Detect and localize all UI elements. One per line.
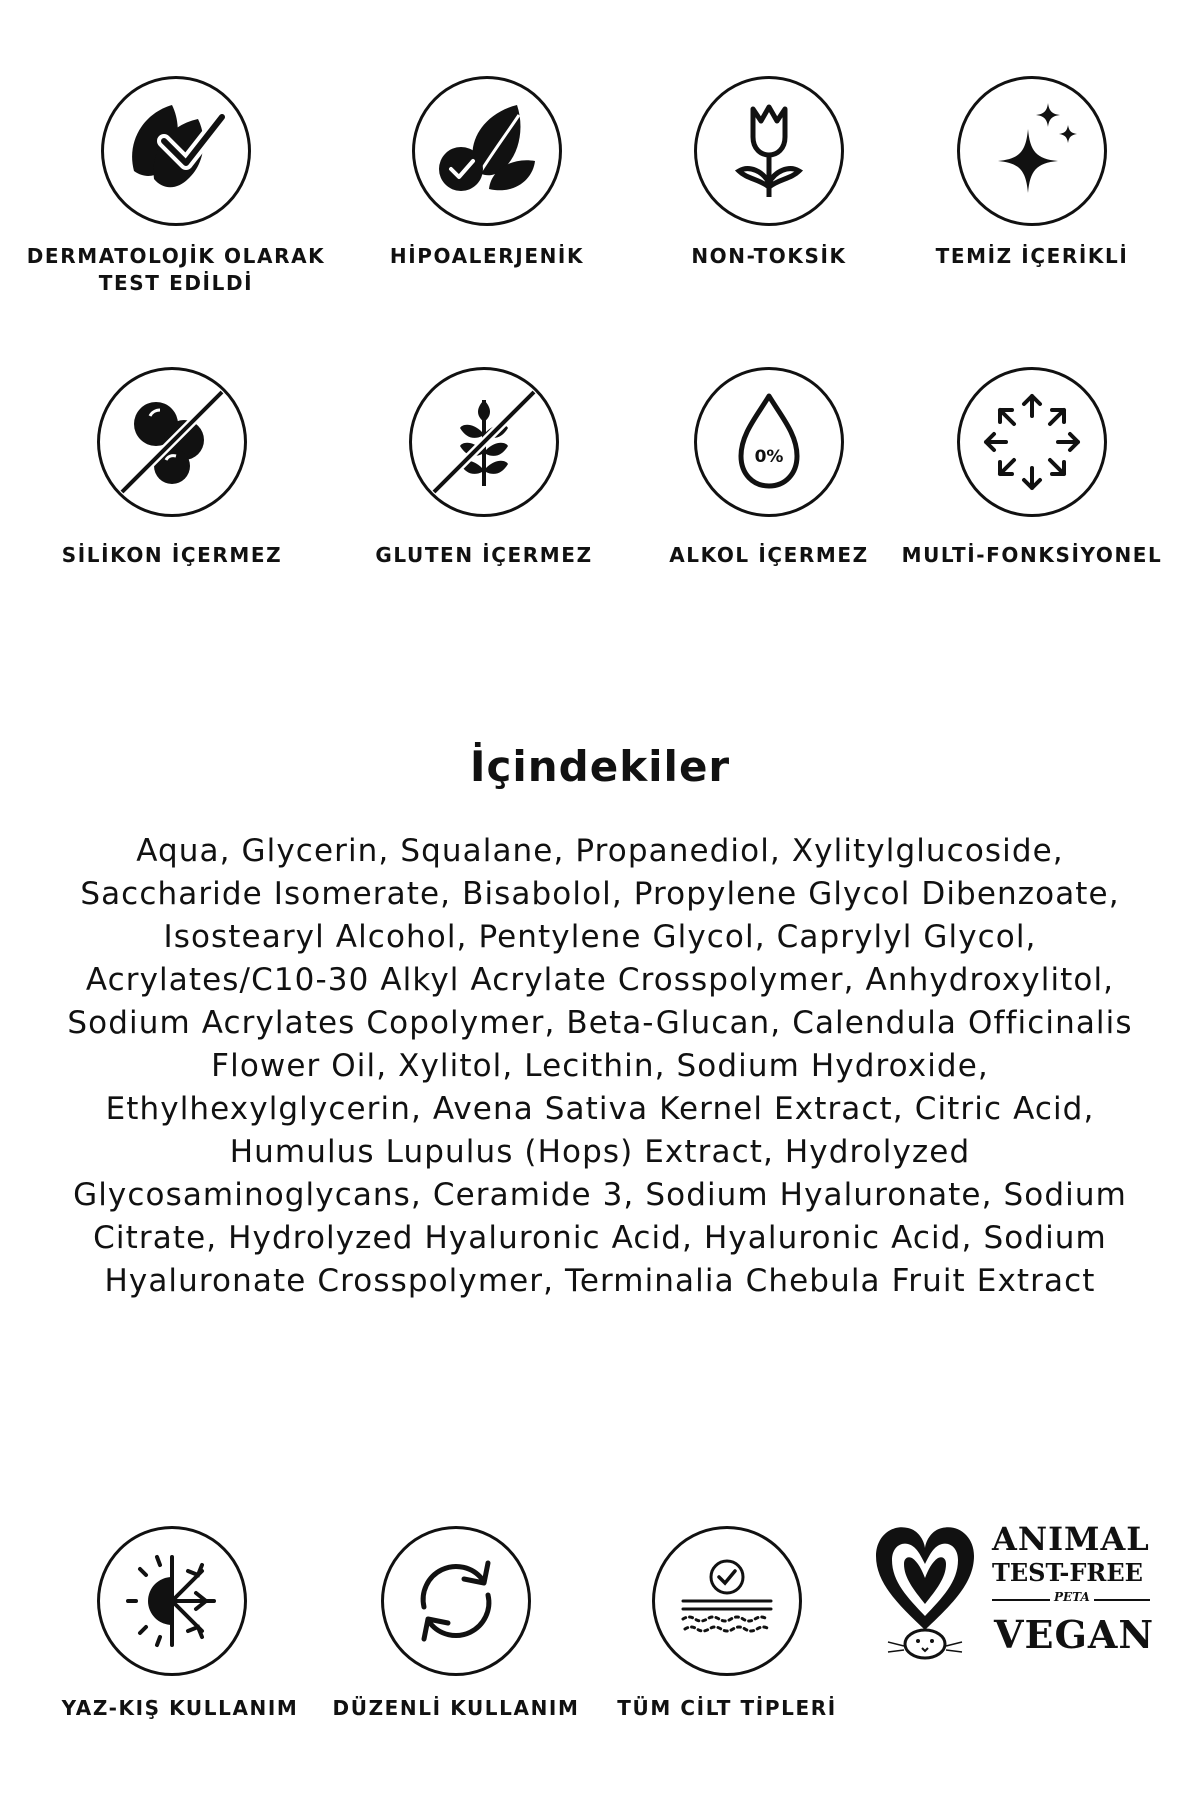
no-silicone-icon xyxy=(97,367,247,517)
ingredients-heading: İçindekiler xyxy=(469,742,731,791)
no-gluten-icon xyxy=(409,367,559,517)
sun-snow-icon xyxy=(97,1526,247,1676)
sparkle-icon xyxy=(957,76,1107,226)
refresh-arrows-icon xyxy=(381,1526,531,1676)
bunny-heart-icon xyxy=(870,1520,980,1670)
badge-label: MULTİ-FONKSİYONEL xyxy=(901,543,1163,567)
peta-line-animal: ANIMAL xyxy=(992,1520,1150,1558)
peta-animal-test-free-vegan-logo xyxy=(870,1520,1160,1675)
badge-label: HİPOALERJENİK xyxy=(389,244,585,268)
drop-zero-percent-icon xyxy=(694,367,844,517)
badge-label: SİLİKON İÇERMEZ xyxy=(61,543,283,567)
badge-label: DERMATOLOJİK OLARAK TEST EDİLDİ xyxy=(26,244,326,295)
badge-label: TÜM CİLT TİPLERİ xyxy=(617,1696,837,1720)
multi-arrows-icon xyxy=(957,367,1107,517)
badge-label: TEMİZ İÇERİKLİ xyxy=(935,244,1129,268)
badge-label: ALKOL İÇERMEZ xyxy=(669,543,869,567)
peta-line-test-free: TEST-FREE xyxy=(992,1558,1143,1587)
zero-percent-text: 0% xyxy=(754,447,784,467)
leaves-check-icon xyxy=(412,76,562,226)
peta-mark: PETA xyxy=(1050,1590,1094,1604)
tulip-icon xyxy=(694,76,844,226)
badge-label: GLUTEN İÇERMEZ xyxy=(375,543,593,567)
leaf-check-icon xyxy=(101,76,251,226)
ingredients-text: Aqua, Glycerin, Squalane, Propanediol, Xylitylglucoside, Saccharide Isomerate, Bisabolol, Propylene Glycol Dibenzoate, Isostearyl Alcohol, Pentylene Glycol, Caprylyl Glycol, Acrylates/C10-30 Alkyl Acrylate Crosspolymer, Anhydroxylitol, Sodium Acrylates Copolymer, Beta-Glucan, Calendula Officinalis Flower Oil, Xylitol, Lecithin, Sodium Hydroxide, Ethylhexylglycerin, Avena Sativa Kernel Extract, Citric Acid, Humulus Lupulus (Hops) Extract, Hydrolyzed Glycosaminoglycans, Ceramide 3, Sodium Hyaluronate, Sodium Citrate, Hydrolyzed Hyaluronic Acid, Hyaluronic Acid, Sodium Hyaluronate Crosspolymer, Terminalia Chebula Fruit Extract xyxy=(67,833,1133,1299)
peta-line-vegan: VEGAN xyxy=(994,1612,1155,1657)
skin-layers-check-icon xyxy=(652,1526,802,1676)
badge-label: YAZ-KIŞ KULLANIM xyxy=(61,1696,299,1720)
badge-label: NON-TOKSİK xyxy=(691,244,847,268)
badge-label: DÜZENLİ KULLANIM xyxy=(332,1696,580,1720)
